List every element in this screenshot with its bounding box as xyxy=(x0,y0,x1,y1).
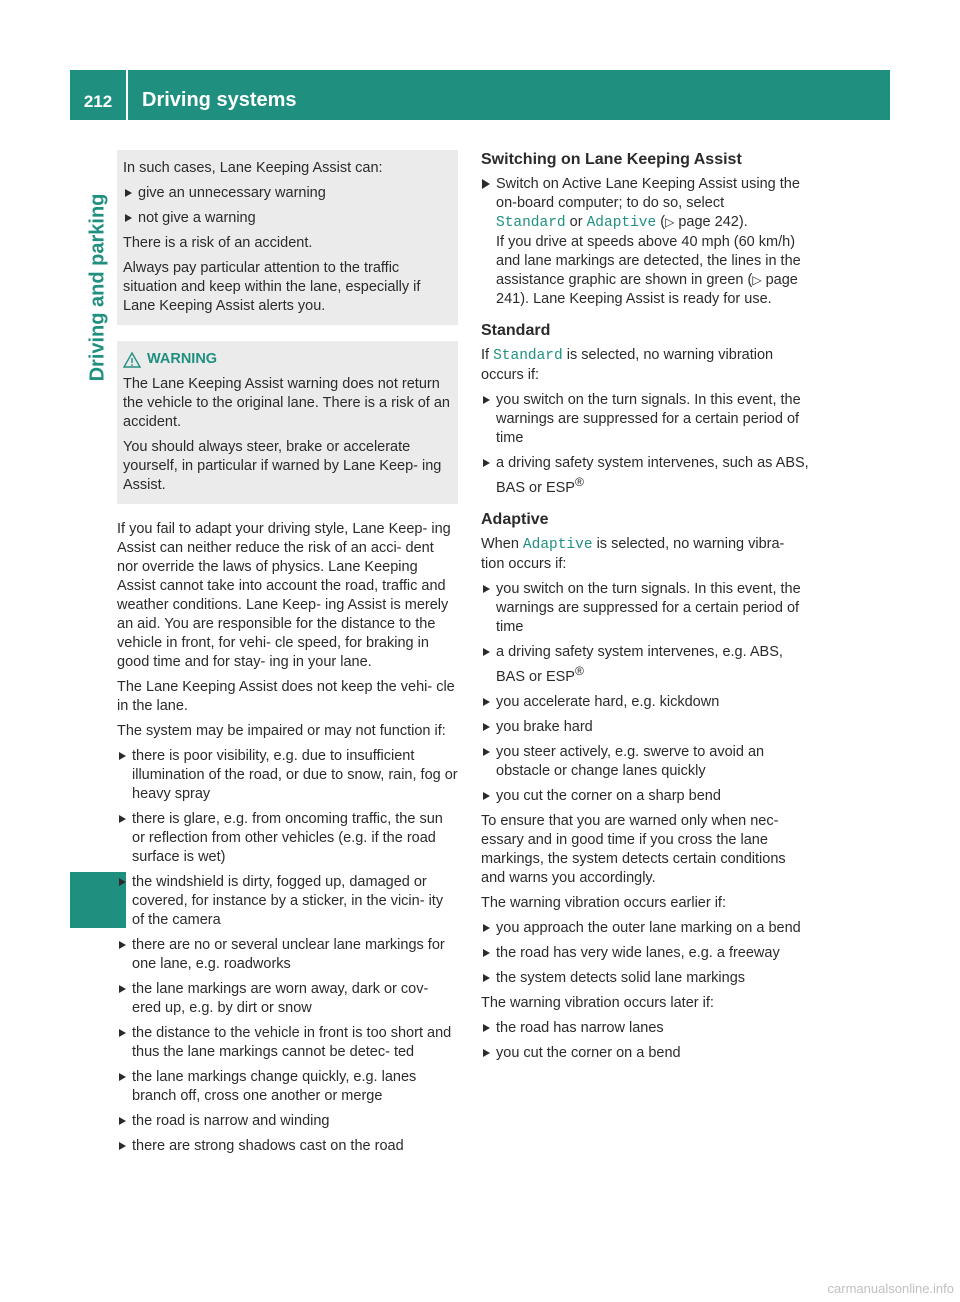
paragraph-ensure: To ensure that you are warned only when nec- essary and in good time if you cross the lane markings, the system detects certain conditions and warns you accordingly. xyxy=(481,812,786,886)
list-item: the lane markings are worn away, dark or cov- ered up, e.g. by dirt or snow xyxy=(117,980,458,1018)
list-item-text: a driving safety system intervenes, such as ABS, BAS or ESP xyxy=(496,455,809,496)
step-detail: If you drive at speeds above 40 mph (60 km/h) and lane markings are detected, the lines in the assistance graphic are shown in green ( xyxy=(496,234,801,288)
impair-list xyxy=(117,747,458,1156)
section-title: Driving systems xyxy=(142,89,297,111)
instruction-step: Switch on Active Lane Keeping Assist using the on-board computer; to do so, select Standard or Adaptive (▷ page 242). If you drive at speeds above 40 mph (60 km/h) and lane markings are detected, the lines in the assistance graphic are shown in green (▷ page 241). Lane Keeping Assist is ready for use. xyxy=(481,175,811,309)
registered-mark: ® xyxy=(574,475,584,489)
warning-title: WARNING xyxy=(147,351,218,367)
page-ref-arrow-icon: ▷ xyxy=(665,215,675,229)
list-item: the road has very wide lanes, e.g. a freeway xyxy=(481,944,811,963)
list-item: there are no or several unclear lane markings for one lane, e.g. roadworks xyxy=(117,936,458,974)
list-item: the road is narrow and winding xyxy=(117,1112,458,1131)
left-column xyxy=(117,150,458,1162)
warning-box xyxy=(117,341,458,504)
standard-list xyxy=(481,391,811,498)
list-item xyxy=(481,454,811,498)
paragraph-earlier: The warning vibration occurs earlier if: xyxy=(481,894,726,911)
box-advice: Always pay particular attention to the traffic situation and keep within the lane, especially if Lane Keeping Assist alerts you. xyxy=(123,260,421,314)
warning-text-1: The Lane Keeping Assist warning does not return the vehicle to the original lane. There is a risk of an accident. xyxy=(123,376,450,430)
page-number: 212 xyxy=(83,92,113,111)
list-item-text: a driving safety system intervenes, e.g. ABS, BAS or ESP xyxy=(496,643,783,685)
option-standard: Standard xyxy=(493,348,563,364)
paragraph-later: The warning vibration occurs later if: xyxy=(481,994,714,1011)
list-item: not give a warning xyxy=(123,209,452,228)
earlier-list xyxy=(481,919,811,988)
watermark: carmanualsonline.info xyxy=(827,1281,954,1296)
list-item: there is poor visibility, e.g. due to insufficient illumination of the road, or due to snow, rain, fog or heavy spray xyxy=(117,747,458,804)
standard-if: If xyxy=(481,347,490,363)
list-item: you switch on the turn signals. In this event, the warnings are suppressed for a certain period of time xyxy=(481,391,811,448)
info-box xyxy=(117,150,458,325)
list-item: you accelerate hard, e.g. kickdown xyxy=(481,693,811,712)
warning-header xyxy=(123,350,452,369)
box-risk: There is a risk of an accident. xyxy=(123,235,313,251)
option-standard: Standard xyxy=(496,215,566,231)
adaptive-intro xyxy=(481,535,811,574)
warning-text-2: You should always steer, brake or accelerate yourself, in particular if warned by Lane Keep- ing Assist. xyxy=(123,439,442,493)
list-item: the distance to the vehicle in front is too short and thus the lane markings cannot be detec- ted xyxy=(117,1024,458,1062)
later-list xyxy=(481,1019,811,1063)
heading-adaptive: Adaptive xyxy=(481,510,549,528)
list-item: give an unnecessary warning xyxy=(123,184,452,203)
list-item: you cut the corner on a bend xyxy=(481,1044,811,1063)
header-bar xyxy=(70,70,890,120)
header-divider xyxy=(126,70,128,120)
paragraph-fail: If you fail to adapt your driving style, Lane Keep- ing Assist can neither reduce the risk of an acci- dent nor override the laws of physics. Lane Keeping Assist cannot take into account the road, traffic and weather conditions. Lane Keep- ing Assist is merely an aid. You are responsible for the distance to the vehicle in front, for vehi- cle speed, for braking in good time and for stay- ing in your lane. xyxy=(117,521,451,670)
list-item: you steer actively, e.g. swerve to avoid an obstacle or change lanes quickly xyxy=(481,743,811,781)
list-item: the windshield is dirty, fogged up, damaged or covered, for instance by a sticker, in the vicin- ity of the camera xyxy=(117,873,458,930)
page-ref-arrow-icon: ▷ xyxy=(752,273,762,287)
list-item: there are strong shadows cast on the road xyxy=(117,1137,458,1156)
right-column xyxy=(481,150,811,1069)
adaptive-rest: is selected, no warning vibra- tion occurs if: xyxy=(481,535,785,572)
step-text: Switch on Active Lane Keeping Assist using the on-board computer; to do so, select xyxy=(496,176,800,211)
list-item: the road has narrow lanes xyxy=(481,1019,811,1038)
list-item: you approach the outer lane marking on a bend xyxy=(481,919,811,938)
option-adaptive: Adaptive xyxy=(522,536,593,553)
adaptive-when: When xyxy=(481,535,519,552)
paragraph-impaired: The system may be impaired or may not function if: xyxy=(117,723,446,739)
standard-rest: is selected, no warning vibration occurs if: xyxy=(481,347,774,383)
list-item: there is glare, e.g. from oncoming traffic, the sun or reflection from other vehicles (e.g. if the road surface is wet) xyxy=(117,810,458,867)
registered-mark: ® xyxy=(574,663,584,678)
page-ref: page 241). Lane Keeping Assist is ready for use. xyxy=(496,272,798,307)
list-item: you switch on the turn signals. In this event, the warnings are suppressed for a certain period of time xyxy=(481,580,811,637)
list-item: the lane markings change quickly, e.g. lanes branch off, cross one another or merge xyxy=(117,1068,458,1106)
option-adaptive: Adaptive xyxy=(586,215,657,231)
list-item: you brake hard xyxy=(481,718,811,737)
warning-triangle-icon xyxy=(123,352,141,368)
page-ref: page 242). xyxy=(678,214,748,230)
adaptive-list xyxy=(481,580,811,806)
list-item: you cut the corner on a sharp bend xyxy=(481,787,811,806)
chapter-label: Driving and parking xyxy=(86,193,109,381)
box-bullets xyxy=(123,184,452,228)
step-or: or xyxy=(569,214,583,230)
heading-switching-on: Switching on Lane Keeping Assist xyxy=(481,151,742,168)
paragraph-notkeep: The Lane Keeping Assist does not keep the vehi- cle in the lane. xyxy=(117,679,455,714)
standard-intro xyxy=(481,346,811,385)
box-intro: In such cases, Lane Keeping Assist can: xyxy=(123,160,383,176)
list-item xyxy=(481,643,811,687)
heading-standard: Standard xyxy=(481,322,551,339)
list-item: the system detects solid lane markings xyxy=(481,969,811,988)
